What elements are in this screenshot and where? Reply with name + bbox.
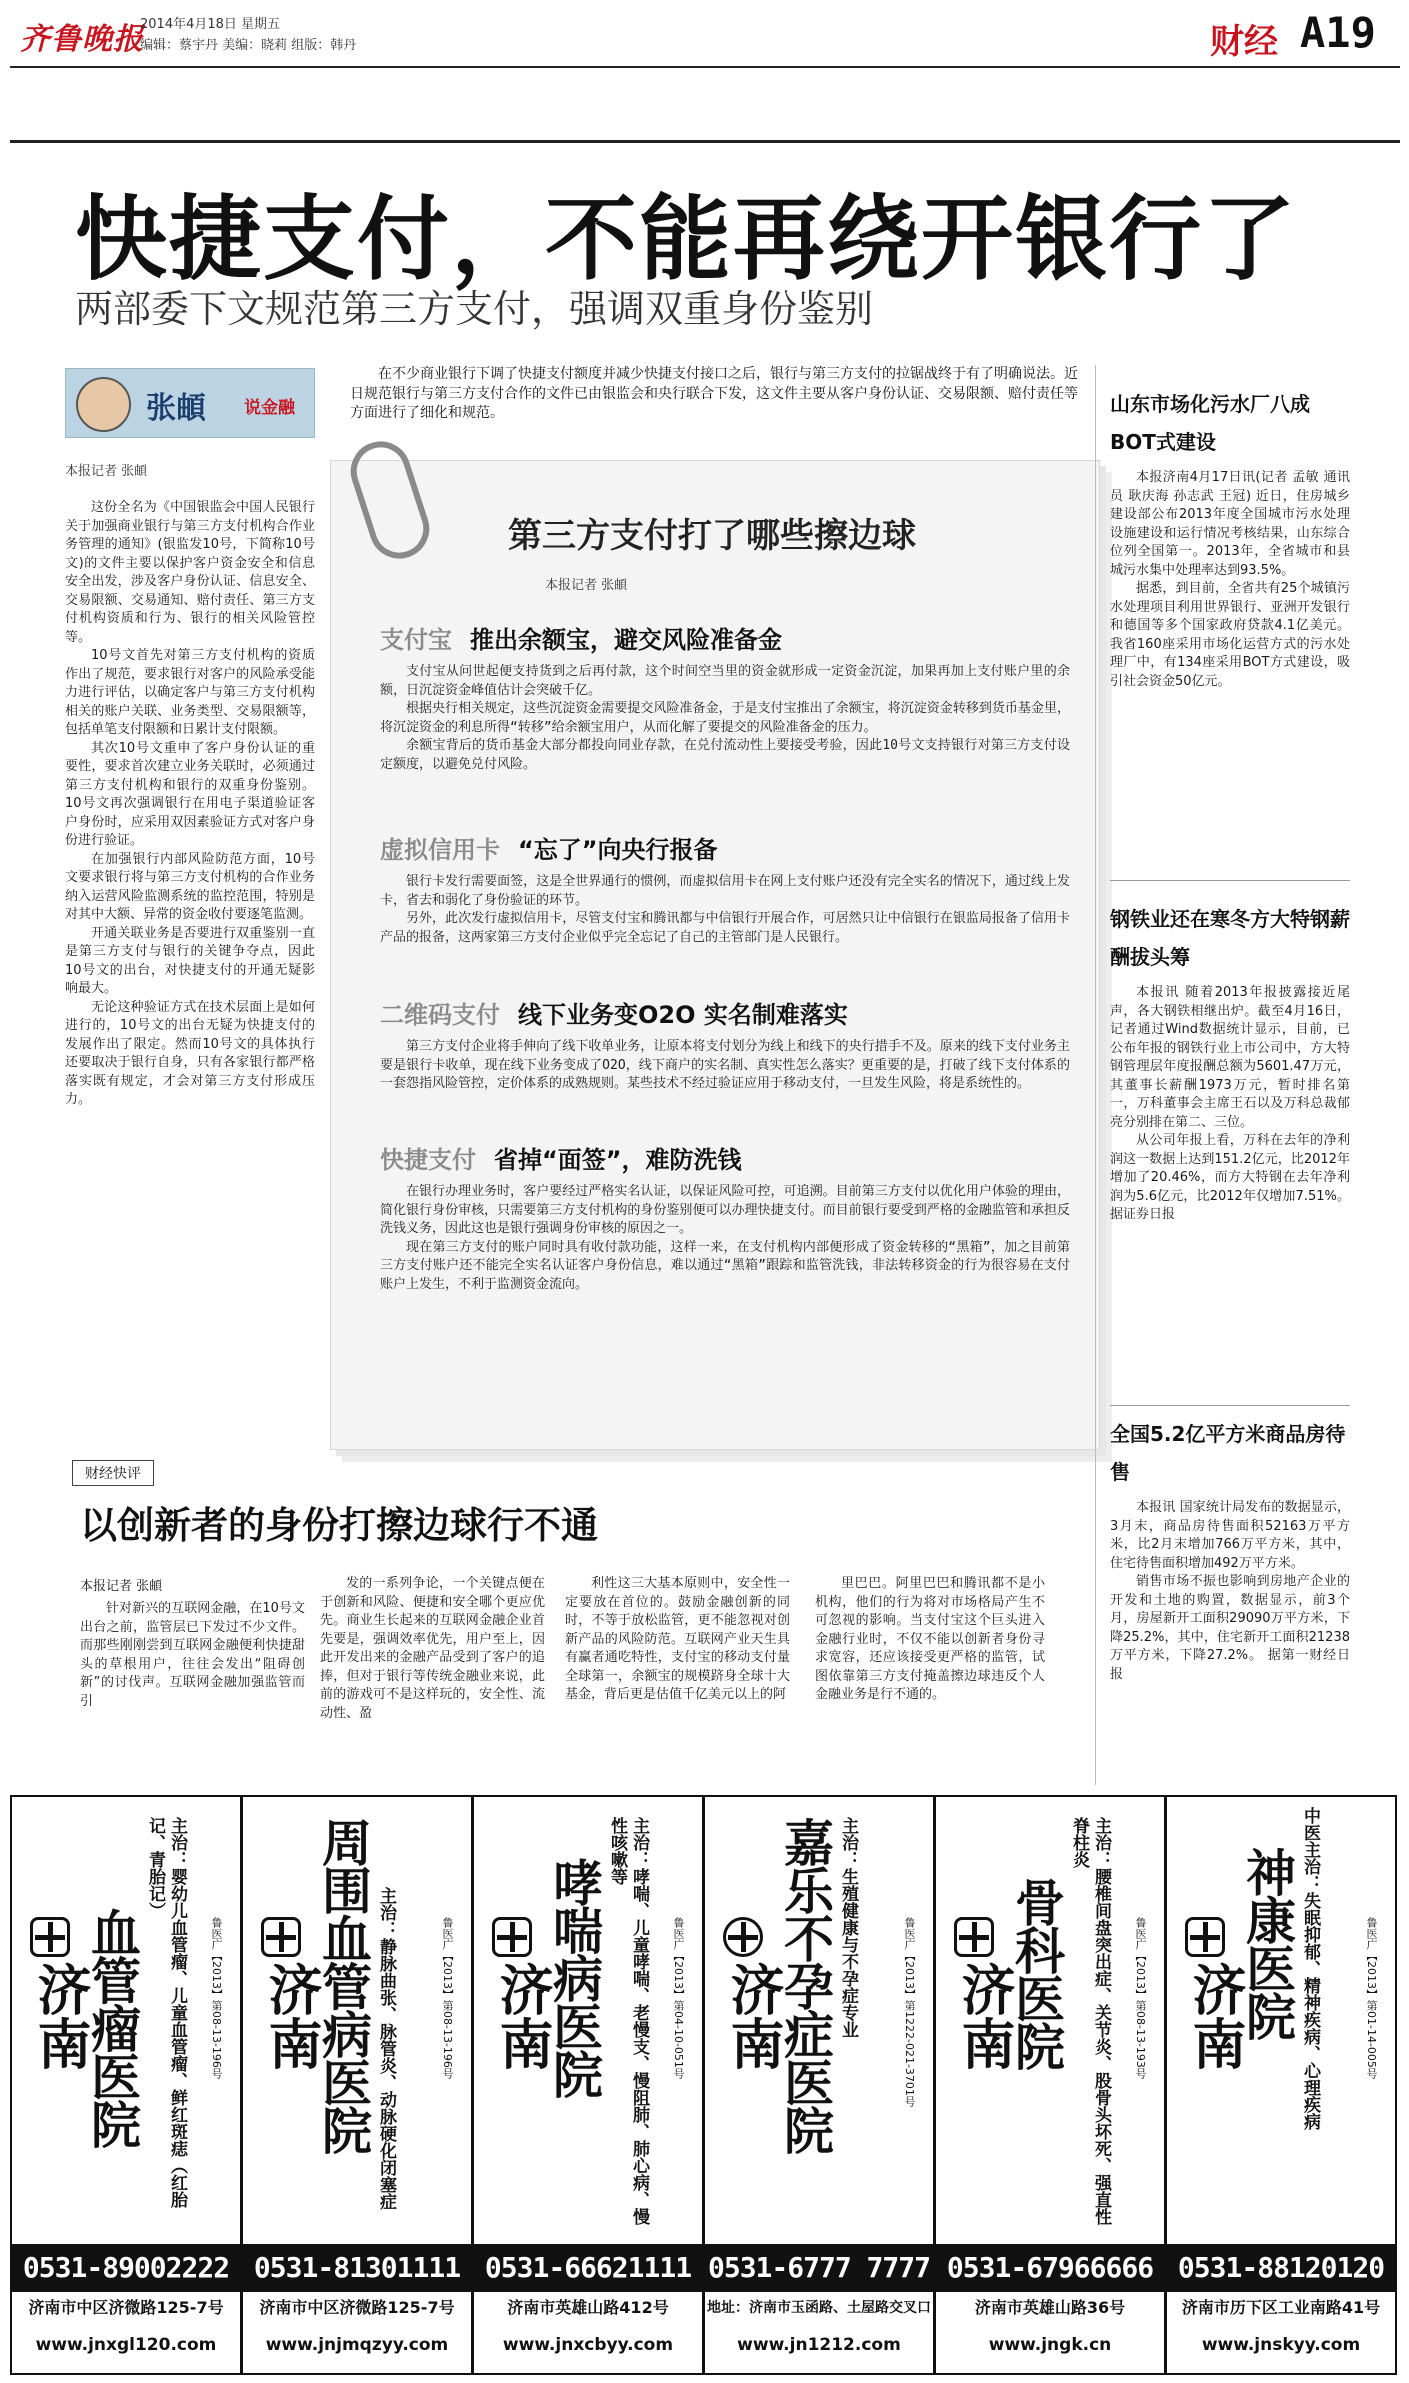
ad-specialties: 主治：生殖健康与不孕症专业 xyxy=(838,1817,858,2038)
staff-credits: 编辑：蔡宇丹 美编：晓莉 组版：韩丹 xyxy=(140,38,357,53)
ad-address: 济南市历下区工业南路41号 xyxy=(1181,2298,1381,2317)
ad-specialties: 中医主治：失眠抑郁、精神疾病、心理疾病 xyxy=(1300,1807,1320,2130)
ad-hospital-name: 周围血管病医院 xyxy=(314,1817,372,2153)
intro-paragraph: 在不少商业银行下调了快捷支付额度并减少快捷支付接口之后，银行与第三方支付的拉锯战终于有了明确说法。近日规范银行与第三方支付合作的文件已由银监会和央行联合下发，这文件主要从客户身份认证、交易限额、赔付责任等方面进行了细化和规范。 xyxy=(350,366,1078,421)
brief-divider xyxy=(1110,880,1350,881)
brief-title: 全国5.2亿平方米商品房待售 xyxy=(1110,1422,1346,1484)
commentary-tag: 财经快评 xyxy=(72,1460,154,1486)
brief-housing xyxy=(1110,1415,1350,1684)
left-article xyxy=(65,450,315,1110)
left-paragraph: 在加强银行内部风险防范方面，10号文要求银行将与第三方支付机构的合作业务纳入运营风险监测系统的监控范围，特别是对其中大额、异常的资金收付要逐笔监测。 xyxy=(65,851,315,922)
ad-infertility[interactable] xyxy=(703,1795,935,2375)
commentary-text: 里巴巴。阿里巴巴和腾讯都不是小机构，他们的行为将对市场格局产生不可忽视的影响。当支付宝这个巨头进入金融行业时，不仅不能以创新者身份寻求宽容，还应该接受更严格的监管，试图依靠第三方支付掩盖擦边球违反个人金融业务是行不通的。 xyxy=(815,1576,1045,1702)
feature-section-quickpay xyxy=(380,1140,1070,1294)
ad-orthopedics[interactable] xyxy=(934,1795,1166,2375)
ad-hemangioma[interactable] xyxy=(10,1795,242,2375)
cross-icon xyxy=(261,1917,301,1957)
ad-prefix: 济南 xyxy=(953,1962,1016,2070)
left-paragraph: 开通关联业务是否要进行双重鉴别一直是第三方支付与银行的关键争夺点，因此10号文的出台，对快捷支付的开通无疑影响最大。 xyxy=(65,925,315,996)
ad-license: 鲁医广【2013】第04-10-051号 xyxy=(672,1917,685,2079)
cross-icon xyxy=(492,1917,532,1957)
ad-phone[interactable]: 0531-67966666 xyxy=(936,2244,1164,2292)
ad-website[interactable]: www.jnskyy.com xyxy=(1201,2335,1361,2355)
cross-icon xyxy=(1185,1917,1225,1957)
commentary-text: 利性这三大基本原则中，安全性一定要放在首位的。鼓励金融创新的同时，不等于放松监管，更不能忽视对创新产品的风险防范。互联网产业天生具有赢者通吃特性，支付宝的移动支付量全球第一，余额宝的规模跻身全球十大基金，背后更是估值千亿美元以上的阿 xyxy=(565,1576,790,1702)
author-name: 张頔 xyxy=(146,391,206,426)
ad-license: 鲁医广【2013】第08-13-193号 xyxy=(1134,1917,1147,2079)
ad-website[interactable]: www.jnjmqzyy.com xyxy=(265,2335,449,2355)
ad-website[interactable]: www.jnxgl120.com xyxy=(35,2335,217,2355)
brief-divider xyxy=(1110,1405,1350,1406)
feature-section-heading xyxy=(380,620,1070,655)
feature-section-heading xyxy=(380,1140,1070,1175)
commentary-column xyxy=(815,1575,1045,1705)
feature-paragraph: 余额宝背后的货币基金大部分都投向同业存款，在兑付流动性上要接受考验，因此10号文支持银行对第三方支付设定额度，以避免兑付风险。 xyxy=(380,738,1070,772)
ad-address: 济南市中区济微路125-7号 xyxy=(259,2298,455,2317)
brief-paragraph: 本报济南4月17日讯(记者 孟敏 通讯员 耿庆海 孙志武 王冠) 近日，住房城乡建设部公布2013年度全国城市污水处理设施建设和运行情况考核结果，山东综合位列全国第一。2013年，全省城市和县城污水集中处理率达到93.5%。 xyxy=(1110,470,1350,578)
ad-phone[interactable]: 0531-66621111 xyxy=(474,2244,702,2292)
ad-prefix: 济南 xyxy=(722,1962,785,2070)
left-byline: 本报记者 张頔 xyxy=(65,464,148,479)
left-paragraph: 这份全名为《中国银监会中国人民银行关于加强商业银行与第三方支付机构合作业务管理的通知》(银监发10号，下简称10号文)的文件主要以保护客户资金安全和信息安全出发，涉及客户身份认证、信息安全、交易限额、交易通知、赔付责任、第三方支付机构资质和行为、银行的相关风险管控等。 xyxy=(65,500,315,645)
commentary-column xyxy=(320,1575,545,1723)
ad-prefix: 济南 xyxy=(1184,1962,1247,2070)
ad-prefix: 济南 xyxy=(491,1962,554,2070)
commentary-byline: 本报记者 张頔 xyxy=(80,1579,163,1594)
ad-license: 鲁医广【2013】第08-13-196号 xyxy=(441,1917,454,2079)
feature-section-alipay xyxy=(380,620,1070,774)
brief-steel xyxy=(1110,900,1350,1225)
author-portrait xyxy=(76,377,131,432)
ad-address: 地址：济南市玉函路、土屋路交叉口 xyxy=(707,2300,931,2316)
feature-section-heading xyxy=(380,995,1070,1030)
ad-phone[interactable]: 0531-6777 7777 xyxy=(705,2244,933,2292)
ad-license: 鲁医广【2013】第01-14-005号 xyxy=(1365,1917,1378,2079)
ad-hospital-name: 神康医院 xyxy=(1238,1847,1296,2039)
feature-byline: 本报记者 张頔 xyxy=(545,578,628,593)
commentary-title: 以创新者的身份打擦边球行不通 xyxy=(80,1504,598,1547)
ad-specialties: 主治：腰椎间盘突出症、关节炎、股骨头坏死、强直性脊柱炎 xyxy=(1069,1817,1111,2225)
ad-prefix: 济南 xyxy=(29,1962,92,2070)
section-title: 线下业务变O2O 实名制难落实 xyxy=(518,1001,848,1029)
brief-paragraph: 本报讯 随着2013年报披露接近尾声，各大钢铁相继出炉。截至4月16日，记者通过Wind数据统计显示，目前，已公布年报的钢铁行业上市公司中，方大特钢管理层年度报酬总额为5601.47万元，其董事长薪酬1973万元，暂时排名第一，万科董事会主席王石以及万科总裁郁亮分别排在第二、三位。 xyxy=(1110,985,1350,1130)
brief-sewage xyxy=(1110,385,1350,691)
brief-paragraph: 据悉，到目前，全省共有25个城镇污水处理项目利用世界银行、亚洲开发银行和德国等多个国家政府贷款4.1亿美元。我省160座采用市场化运营方式的污水处理厂中，有134座采用BOT方式建设，吸引社会资金50亿元。 xyxy=(1110,581,1350,689)
commentary-column xyxy=(565,1575,790,1705)
ad-address: 济南市英雄山路412号 xyxy=(507,2298,669,2317)
ad-phone[interactable]: 0531-81301111 xyxy=(243,2244,471,2292)
ad-prefix: 济南 xyxy=(260,1962,323,2070)
feature-paper-background xyxy=(330,460,1100,1450)
column-name: 说金融 xyxy=(244,398,295,418)
brief-title: 山东市场化污水厂八成BOT式建设 xyxy=(1110,392,1310,454)
issue-date: 2014年4月18日 星期五 xyxy=(140,17,281,32)
feature-title: 第三方支付打了哪些擦边球 xyxy=(508,516,916,556)
ad-hospital-name: 血管瘤医院 xyxy=(83,1907,141,2147)
ad-address: 济南市英雄山路36号 xyxy=(974,2298,1126,2317)
feature-paragraph: 支付宝从问世起便支持货到之后再付款，这个时间空当里的资金就形成一定资金沉淀，加果再加上支付账户里的余额，日沉淀资金峰值估计会突破千亿。 xyxy=(380,664,1070,698)
cross-icon xyxy=(30,1917,70,1957)
feature-paragraph: 现在第三方支付的账户同时具有收付款功能，这样一来，在支付机构内部便形成了资金转移的“黑箱”，加之目前第三方支付账户还不能完全实名认证客户身份信息，难以通过“黑箱”跟踪和监管洗钱，非法转移资金的行为很容易在支付账户上发生，不利于监测资金流向。 xyxy=(380,1239,1070,1292)
page-number: A19 xyxy=(1300,8,1376,57)
section-title: 省掉“面签”，难防洗钱 xyxy=(494,1146,742,1174)
ad-asthma[interactable] xyxy=(472,1795,704,2375)
feature-paragraph: 在银行办理业务时，客户要经过严格实名认证，以保证风险可控，可追溯。目前第三方支付以优化用户体验的理由，简化银行身份审核，只需要第三方支付机构的身份鉴别便可以办理快捷支付。而目前银行要受到严格的金融监管和承担反洗钱义务，因此这也是银行强调身份审核的原因之一。 xyxy=(380,1184,1070,1236)
commentary-text: 针对新兴的互联网金融，在10号文出台之前，监管层已下发过不少文件。而那些刚刚尝到互联网金融便利快捷甜头的草根用户，往往会发出“阻碍创新”的讨伐声。互联网金融加强监管而引 xyxy=(80,1601,305,1709)
feature-paragraph: 另外，此次发行虚拟信用卡，尽管支付宝和腾讯都与中信银行开展合作，可居然只让中信银行在银监局报备了信用卡产品的报备，这两家第三方支付企业似乎完全忘记了自己的主管部门是人民银行。 xyxy=(380,911,1070,945)
brief-title: 钢铁业还在寒冬方大特钢薪酬拔头筹 xyxy=(1110,907,1350,969)
section-key: 二维码支付 xyxy=(380,1001,500,1029)
ad-specialties: 主治：静脉曲张、脉管炎、动脉硬化闭塞症 xyxy=(376,1887,396,2210)
feature-section-virtual-card xyxy=(380,830,1070,947)
newspaper-logo: 齐鲁晚报 xyxy=(20,22,144,57)
ad-website[interactable]: www.jnxcbyy.com xyxy=(502,2335,674,2355)
ad-phone[interactable]: 0531-88120120 xyxy=(1167,2244,1395,2292)
ad-vascular[interactable] xyxy=(241,1795,473,2375)
section-key: 虚拟信用卡 xyxy=(380,836,500,864)
section-title: 推出余额宝，避交风险准备金 xyxy=(470,626,782,654)
ad-hospital-name: 骨科医院 xyxy=(1007,1877,1065,2069)
left-paragraph: 无论这种验证方式在技术层面上是如何进行的，10号文的出台无疑为快捷支付的发展作出了限定。然而10号文的具体执行还要取决于银行自身，只有各家银行都严格落实既有规定，才会对第三方支付形成压力。 xyxy=(65,999,315,1107)
issue-meta xyxy=(140,14,356,56)
ad-license: 鲁医广【2013】第1222-021-3701号 xyxy=(903,1917,916,2107)
flower-icon xyxy=(723,1917,763,1957)
column-divider xyxy=(1095,365,1096,1785)
ad-website[interactable]: www.jngk.cn xyxy=(988,2335,1112,2355)
section-key: 支付宝 xyxy=(380,626,452,654)
ad-license: 鲁医广【2013】第08-13-196号 xyxy=(210,1917,223,2079)
left-paragraph: 10号文首先对第三方支付机构的资质作出了规范，要求银行对客户的风险承受能力进行评估，以确定客户与第三方支付机构相关的账户关联、业务类型、交易限额等，包括单笔支付限额和日累计支付限额。 xyxy=(65,648,315,737)
ad-phone[interactable]: 0531-89002222 xyxy=(12,2244,240,2292)
ad-hospital-name: 哮喘病医院 xyxy=(545,1857,603,2097)
ad-website[interactable]: www.jn1212.com xyxy=(737,2335,901,2355)
page-subheadline: 两部委下文规范第三方支付，强调双重身份鉴别 xyxy=(75,287,874,331)
feature-section-heading xyxy=(380,830,1070,865)
section-key: 快捷支付 xyxy=(380,1146,476,1174)
page-headline: 快捷支付，不能再绕开银行了 xyxy=(75,186,1298,293)
commentary-text: 发的一系列争论，一个关键点便在于创新和风险、便捷和安全哪个更应优先。商业生长起来的互联网金融企业首先要是，强调效率优先，用户至上，因此开发出来的金融产品受到了客户的追捧，但对于银行等传统金融业来说，此前的游戏可不是这样玩的，安全性、流动性、盈 xyxy=(320,1576,545,1721)
ad-specialties: 主治：哮喘、儿童哮喘、老慢支、慢阻肺、肺心病、慢性咳嗽等 xyxy=(607,1817,649,2225)
headline-rule xyxy=(10,140,1400,143)
section-name: 财经 xyxy=(1210,22,1278,62)
ad-address: 济南市中区济微路125-7号 xyxy=(28,2298,224,2317)
ad-specialties: 主治：婴幼儿血管瘤、儿童血管瘤、鲜红斑痣（红胎记、青胎记） xyxy=(145,1817,187,2208)
feature-section-qr xyxy=(380,995,1070,1094)
feature-paragraph: 第三方支付企业将手伸向了线下收单业务，让原本将支付划分为线上和线下的央行措手不及。原来的线下支付业务主要是银行卡收单，现在线下业务变成了O2O，线下商户的实名制、真实性怎么落实？更重要的是，打破了线下支付体系的一套怨指风险管控，定价体系的成熟规则。某些技术不经过验证应用于移动支付，一旦发生风险，将是系统性的。 xyxy=(380,1039,1070,1091)
hospital-ads-strip xyxy=(10,1795,1400,2375)
cross-icon xyxy=(954,1917,994,1957)
author-column-banner xyxy=(65,368,315,438)
feature-paragraph: 根据央行相关规定，这些沉淀资金需要提交风险准备金，于是支付宝推出了余额宝，将沉淀资金转移到货币基金里，将沉淀资金的利息所得“转移”给余额宝用户，从而化解了要提交的风险准备金的压力。 xyxy=(380,701,1070,735)
brief-paragraph: 销售市场不振也影响到房地产企业的开发和土地的购置，数据显示，前3个月，房屋新开工面积29090万平方米，下降25.2%，其中，住宅新开工面积21238万平方米，下降27.2%。 据第一财经日报 xyxy=(1110,1574,1350,1682)
brief-paragraph: 从公司年报上看，万科在去年的净利润这一数据上达到151.2亿元，比2012年增加了20.46%，而方大特钢在去年净利润为5.6亿元，比2012年仅增加7.51%。 据证券日报 xyxy=(1110,1133,1350,1222)
ad-hospital-name: 嘉乐不孕症医院 xyxy=(776,1817,834,2153)
section-title: “忘了”向央行报备 xyxy=(518,836,718,864)
feature-paragraph: 银行卡发行需要面签，这是全世界通行的惯例，而虚拟信用卡在网上支付账户还没有完全实名的情况下，通过线上发卡，省去和弱化了身份验证的环节。 xyxy=(380,874,1070,908)
left-paragraph: 其次10号文重申了客户身份认证的重要性，要求首次建立业务关联时，必须通过第三方支付机构和银行的双重身份鉴别。10号文再次强调银行在用电子渠道验证客户身份时，应采用双因素验证方式对客户身份进行验证。 xyxy=(65,740,315,848)
ad-neurology[interactable] xyxy=(1165,1795,1397,2375)
commentary-column xyxy=(80,1600,305,1711)
brief-paragraph: 本报讯 国家统计局发布的数据显示，3月末，商品房待售面积52163万平方米，比2月末增加766万平方米，其中，住宅待售面积增加492万平方米。 xyxy=(1110,1500,1350,1571)
